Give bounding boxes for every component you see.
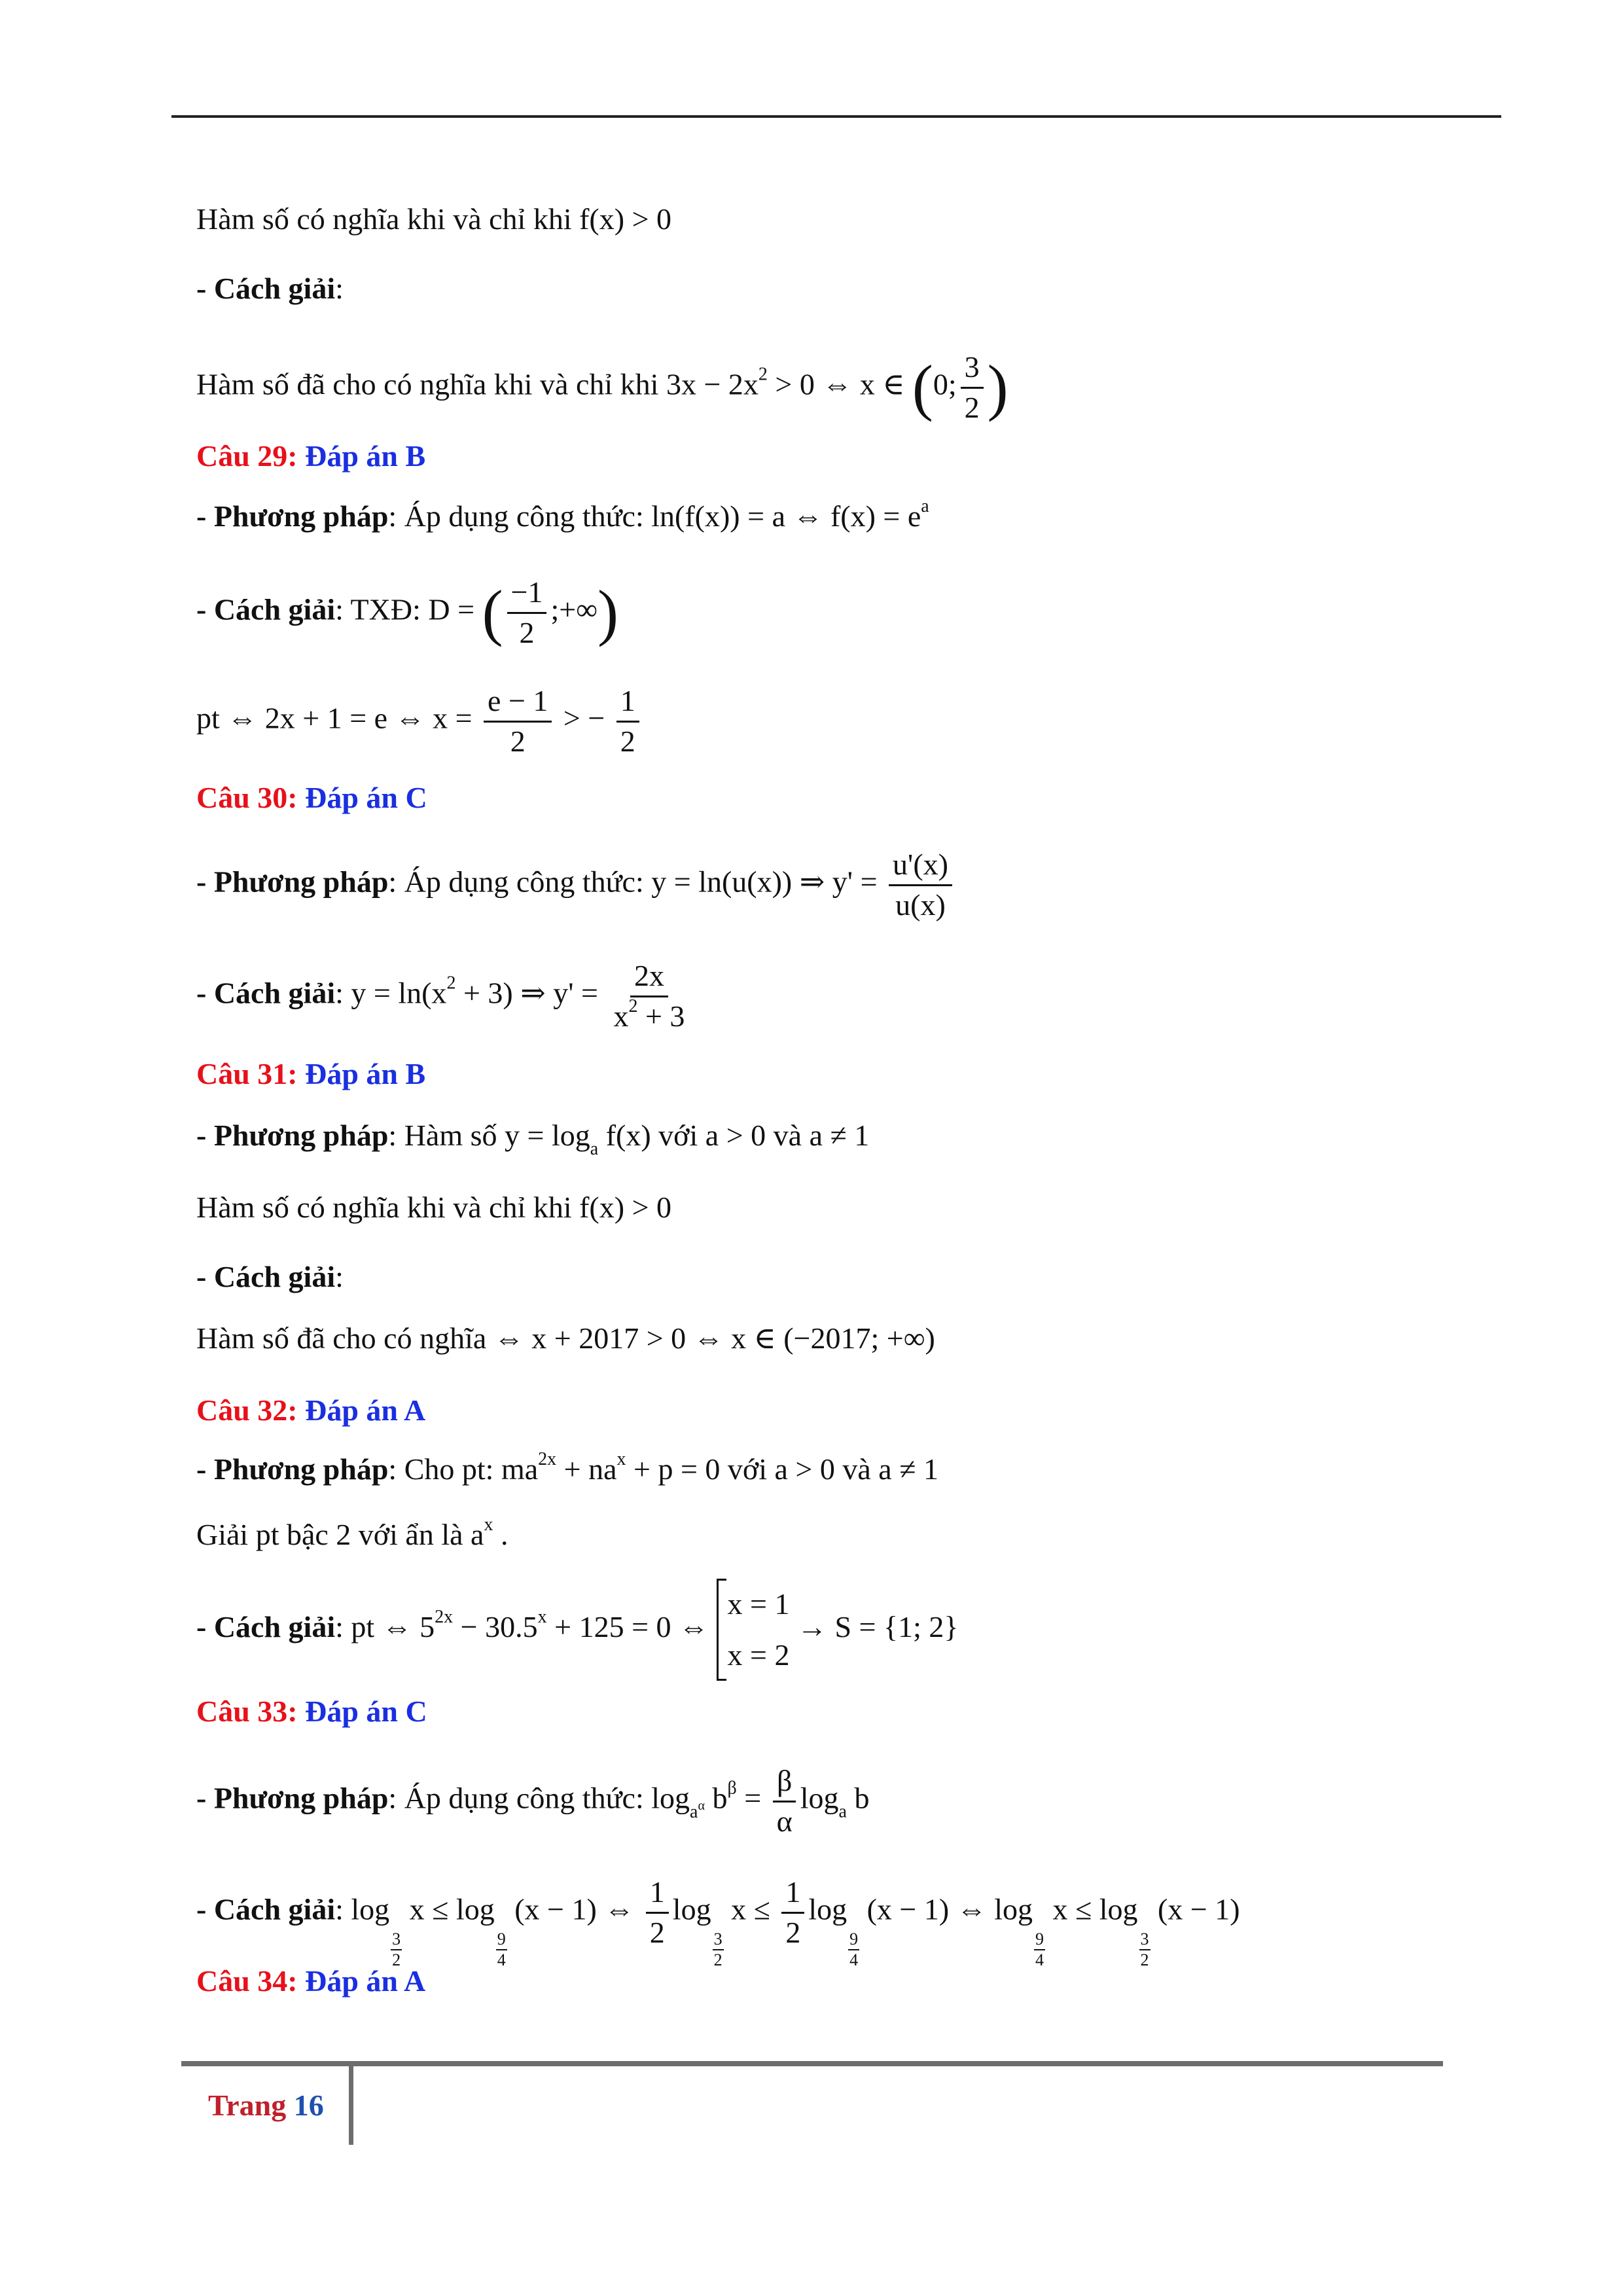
label-cach-giai: - Cách giải — [196, 272, 336, 305]
text: với — [651, 1119, 705, 1152]
math: a ≠ 1 — [809, 1119, 870, 1152]
question-number: Câu 34: — [196, 1964, 298, 1998]
math: log — [1099, 1892, 1138, 1926]
fraction — [961, 351, 984, 424]
denominator: 2 — [1140, 1950, 1149, 1969]
page-number: 16 — [293, 2089, 324, 2122]
text: Giải pt bậc 2 với ẩn là — [196, 1518, 471, 1551]
math: b — [704, 1781, 728, 1815]
math: + p = 0 — [626, 1452, 721, 1486]
text-line — [196, 960, 692, 1033]
text: và — [834, 1452, 879, 1486]
math: x ≤ — [402, 1892, 456, 1926]
paren-close: ) — [987, 352, 1008, 423]
math: f(x) — [598, 1119, 651, 1152]
paren-close: ) — [597, 577, 618, 648]
denominator: 2 — [964, 390, 980, 424]
math: 0; — [933, 367, 957, 401]
numerator: 3 — [713, 1931, 724, 1950]
math: ma — [501, 1452, 539, 1486]
fraction — [773, 1765, 796, 1838]
label-cach-giai: - Cách giải — [196, 1892, 336, 1926]
denominator: 2 — [785, 1915, 801, 1949]
question-number: Câu 31: — [196, 1057, 298, 1090]
question-number: Câu 30: — [196, 781, 298, 814]
question-number: Câu 33: — [196, 1695, 298, 1728]
text: : — [335, 976, 351, 1010]
denominator — [609, 997, 688, 1033]
log-base — [848, 1931, 859, 1969]
paren-open: ( — [912, 352, 933, 423]
math: ln(f(x)) = a ⇔ f(x) = e — [651, 499, 921, 533]
log-base — [391, 1931, 402, 1969]
math: 3x − 2x — [666, 367, 758, 401]
text: : — [335, 272, 344, 305]
text-line — [196, 1449, 938, 1486]
label-phuong-phap: - Phương pháp — [196, 1119, 389, 1152]
numerator: −1 — [507, 576, 547, 614]
math: x ≤ — [723, 1892, 778, 1926]
numerator: 1 — [616, 685, 639, 723]
math: x — [613, 999, 629, 1033]
fraction — [781, 1876, 804, 1949]
denominator: 2 — [649, 1915, 665, 1949]
text-line — [196, 576, 618, 649]
math: (x − 1) ⇔ — [507, 1892, 642, 1926]
question-heading — [196, 439, 425, 473]
denominator: 4 — [497, 1950, 506, 1969]
label-phuong-phap: - Phương pháp — [196, 865, 389, 899]
math-sup: x — [537, 1606, 547, 1627]
label-cach-giai: - Cách giải — [196, 1260, 336, 1293]
denominator: α — [776, 1804, 793, 1838]
footer-divider — [349, 2066, 353, 2145]
equation-system — [717, 1579, 790, 1681]
page-footer — [208, 2088, 324, 2123]
math: y = log — [505, 1119, 590, 1152]
text: : Áp dụng công thức: — [388, 1781, 652, 1815]
math-sup: 2 — [446, 973, 456, 994]
math: log — [455, 1892, 495, 1926]
math: log — [994, 1892, 1033, 1926]
text-line — [196, 496, 929, 533]
label-cach-giai: - Cách giải — [196, 976, 336, 1010]
math: → S = {1; 2} — [789, 1609, 959, 1643]
answer: Đáp án C — [305, 1695, 427, 1728]
text-line — [196, 1579, 958, 1681]
math: f(x) > 0 — [579, 1191, 672, 1224]
label-phuong-phap: - Phương pháp — [196, 1781, 389, 1815]
text: : — [335, 1260, 344, 1293]
text: : — [335, 1609, 351, 1643]
numerator: 1 — [646, 1876, 669, 1914]
math-sup: x — [484, 1515, 493, 1535]
numerator: e − 1 — [484, 685, 552, 723]
question-heading — [196, 1056, 425, 1091]
denominator: 2 — [510, 724, 526, 758]
system-row: x = 2 — [727, 1638, 790, 1672]
text: Hàm số đã cho có nghĩa khi và chỉ khi — [196, 367, 666, 401]
text: : Áp dụng công thức: — [388, 499, 652, 533]
text-line — [196, 204, 671, 234]
math: x ≤ — [1044, 1892, 1099, 1926]
question-number: Câu 29: — [196, 439, 298, 473]
text: : Cho pt: — [388, 1452, 501, 1486]
math: + na — [556, 1452, 617, 1486]
log-base — [496, 1931, 507, 1969]
log-base — [713, 1931, 724, 1969]
math: f(x) > 0 — [579, 202, 672, 236]
denominator: u(x) — [895, 888, 946, 922]
text-line — [196, 351, 1008, 424]
system-row: x = 1 — [727, 1587, 790, 1621]
text-line — [196, 1119, 870, 1159]
label-phuong-phap: - Phương pháp — [196, 1452, 389, 1486]
denominator: 2 — [620, 724, 635, 758]
math-sup: x — [616, 1449, 626, 1469]
label-cach-giai: - Cách giải — [196, 1609, 336, 1643]
denominator: 2 — [713, 1950, 722, 1969]
question-heading — [196, 1964, 425, 1998]
math: a — [690, 1801, 698, 1822]
text: : TXĐ: — [335, 592, 429, 626]
label-cach-giai: - Cách giải — [196, 592, 336, 626]
fraction — [484, 685, 552, 758]
footer-label: Trang — [208, 2089, 294, 2122]
math-sup: 2x — [538, 1449, 557, 1469]
math: (x − 1) — [1150, 1892, 1240, 1926]
math-sup: 2 — [628, 996, 638, 1016]
paren-open: ( — [482, 577, 503, 648]
text: : Áp dụng công thức: — [388, 865, 652, 899]
text: Hàm số có nghĩa khi và chỉ khi — [196, 202, 580, 236]
math: b — [846, 1781, 870, 1815]
text: : Hàm số — [388, 1119, 505, 1152]
math: − 30.5 — [453, 1609, 538, 1643]
math-sup: β — [727, 1778, 737, 1799]
label-phuong-phap: - Phương pháp — [196, 499, 389, 533]
question-heading — [196, 1694, 427, 1729]
text-line — [196, 274, 344, 304]
text-line — [196, 1262, 344, 1292]
text: và — [766, 1119, 810, 1152]
math: + 3 — [637, 999, 685, 1033]
math: log — [651, 1781, 690, 1815]
numerator: 9 — [496, 1931, 507, 1950]
math: y = ln(x — [351, 976, 447, 1010]
text: Hàm số đã cho có nghĩa — [196, 1321, 494, 1355]
math: log — [351, 1892, 390, 1926]
numerator: 2x — [630, 960, 668, 997]
header-rule — [171, 115, 1501, 118]
math-sup: 2x — [435, 1606, 454, 1627]
fraction — [616, 685, 639, 758]
text-line — [196, 848, 956, 922]
math: + 125 = 0 ⇔ — [546, 1609, 717, 1643]
math-sup: 2 — [758, 364, 768, 385]
math: a — [471, 1518, 484, 1551]
math: pt ⇔ 2x + 1 = e ⇔ x = — [196, 701, 480, 735]
answer: Đáp án A — [305, 1964, 426, 1998]
answer: Đáp án B — [305, 439, 426, 473]
math-sub: a — [838, 1801, 847, 1822]
math: D = — [428, 592, 482, 626]
math: log — [808, 1892, 847, 1926]
math: a ≠ 1 — [878, 1452, 938, 1486]
denominator: 2 — [519, 615, 535, 649]
numerator: 3 — [1139, 1931, 1150, 1950]
answer: Đáp án B — [305, 1057, 426, 1090]
text-line — [196, 1765, 869, 1838]
math: a > 0 — [705, 1119, 766, 1152]
math-sup: α — [698, 1798, 705, 1813]
text-line — [196, 1515, 508, 1551]
log-base — [1034, 1931, 1045, 1969]
math: a > 0 — [774, 1452, 835, 1486]
text: với — [720, 1452, 775, 1486]
numerator: u'(x) — [889, 848, 952, 886]
numerator: 9 — [848, 1931, 859, 1950]
math: + 3) ⇒ y' = — [455, 976, 606, 1010]
fraction — [889, 848, 952, 922]
math: = — [736, 1781, 769, 1815]
text: . — [493, 1518, 508, 1551]
numerator: 9 — [1034, 1931, 1045, 1950]
fraction — [507, 576, 547, 649]
text-line — [196, 1323, 935, 1354]
text-line — [196, 1193, 671, 1223]
math: ;+∞ — [550, 592, 597, 626]
text: : — [335, 1892, 351, 1926]
text: Hàm số có nghĩa khi và chỉ khi — [196, 1191, 580, 1224]
math: > 0 ⇔ x ∈ — [767, 367, 912, 401]
denominator: 2 — [392, 1950, 401, 1969]
log-base — [1139, 1931, 1150, 1969]
answer: Đáp án C — [305, 781, 427, 814]
math: > − — [556, 701, 613, 735]
math-sup: a — [921, 496, 929, 516]
numerator: β — [773, 1765, 796, 1803]
math-sub: a — [590, 1139, 599, 1159]
math: ⇔ x + 2017 > 0 ⇔ x ∈ (−2017; +∞) — [493, 1321, 935, 1355]
denominator: 4 — [1035, 1950, 1044, 1969]
footer-rule — [181, 2061, 1443, 2066]
math: log — [800, 1781, 839, 1815]
numerator: 3 — [391, 1931, 402, 1950]
denominator: 4 — [849, 1950, 859, 1969]
question-heading — [196, 780, 427, 815]
numerator: 3 — [961, 351, 984, 389]
math: (x − 1) ⇔ — [859, 1892, 995, 1926]
math-sub — [690, 1798, 705, 1822]
math: log — [672, 1892, 711, 1926]
numerator: 1 — [781, 1876, 804, 1914]
answer: Đáp án A — [305, 1393, 426, 1427]
fraction — [646, 1876, 669, 1949]
math: pt ⇔ 5 — [351, 1609, 435, 1643]
question-number: Câu 32: — [196, 1393, 298, 1427]
fraction — [609, 960, 688, 1033]
text-line — [196, 1876, 1240, 1969]
question-heading — [196, 1393, 425, 1427]
text-line — [196, 685, 643, 758]
math: y = ln(u(x)) ⇒ y' = — [651, 865, 885, 899]
